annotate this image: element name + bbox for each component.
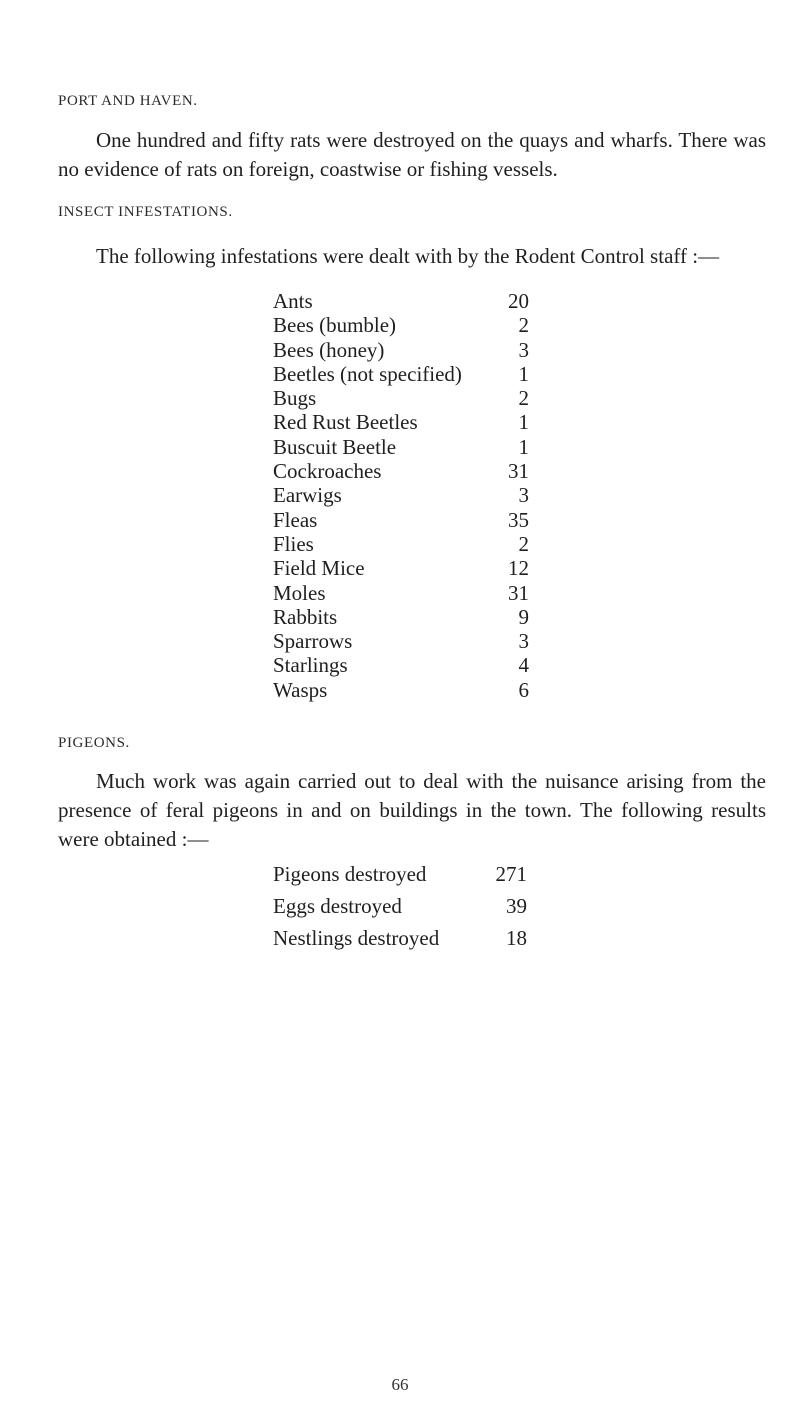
row-label: Beetles (not specified) xyxy=(273,361,462,386)
table-row xyxy=(273,313,529,337)
row-label: Ants xyxy=(273,289,313,313)
row-value: 12 xyxy=(508,556,529,581)
row-value: 4 xyxy=(518,653,529,678)
pigeon-table xyxy=(273,858,527,954)
row-value: 20 xyxy=(508,289,529,313)
row-label: Bees (bumble) xyxy=(273,313,397,338)
page-number: 66 xyxy=(391,1375,409,1394)
row-label: Red Rust Beetles xyxy=(273,410,418,435)
row-value: 271 xyxy=(495,862,527,886)
row-label: Cockroaches xyxy=(273,459,382,484)
row-value: 39 xyxy=(506,894,527,918)
table-row xyxy=(273,653,529,677)
row-label: Pigeons destroyed xyxy=(273,862,427,886)
table-row xyxy=(273,386,529,410)
table-row xyxy=(273,508,529,532)
table-row xyxy=(273,581,529,605)
row-value: 6 xyxy=(518,677,529,702)
row-value: 3 xyxy=(518,483,529,508)
row-label: Flies xyxy=(273,531,314,556)
table-row xyxy=(273,532,529,556)
table-row xyxy=(273,922,527,954)
port-paragraph: One hundred and fifty rats were destroyed on the quays and wharfs. There was no evidence of rats on foreign, coastwise or fishing vessels. xyxy=(58,128,766,181)
port-heading: PORT AND HAVEN. xyxy=(58,93,198,109)
insect-table xyxy=(273,289,529,702)
table-row xyxy=(273,629,529,653)
row-label: Moles xyxy=(273,580,326,605)
table-row xyxy=(273,605,529,629)
row-value: 1 xyxy=(518,410,529,435)
insects-paragraph: The following infestations were dealt with by the Rodent Control staff :— xyxy=(96,244,720,268)
row-label: Wasps xyxy=(273,677,328,702)
row-value: 2 xyxy=(518,386,529,411)
insects-heading: INSECT INFESTATIONS. xyxy=(58,204,233,220)
row-value: 3 xyxy=(518,629,529,654)
row-value: 35 xyxy=(508,507,529,532)
row-value: 18 xyxy=(506,926,527,950)
row-value: 31 xyxy=(508,580,529,605)
row-value: 1 xyxy=(518,361,529,386)
pigeons-paragraph: Much work was again carried out to deal with the nuisance arising from the presence of feral pigeons in and on buildings in the town. The following results were obtained :— xyxy=(58,769,766,851)
table-row xyxy=(273,678,529,702)
table-row xyxy=(273,459,529,483)
row-label: Sparrows xyxy=(273,629,353,654)
row-label: Rabbits xyxy=(273,604,338,629)
row-label: Earwigs xyxy=(273,483,342,508)
row-label: Field Mice xyxy=(273,556,365,581)
row-label: Bees (honey) xyxy=(273,337,385,362)
row-label: Buscuit Beetle xyxy=(273,434,397,459)
row-value: 2 xyxy=(518,313,529,338)
pigeons-heading: PIGEONS. xyxy=(58,735,130,751)
row-value: 9 xyxy=(518,604,529,629)
row-value: 3 xyxy=(518,337,529,362)
table-row xyxy=(273,556,529,580)
table-row xyxy=(273,338,529,362)
row-value: 2 xyxy=(518,531,529,556)
table-row xyxy=(273,858,527,890)
table-row xyxy=(273,435,529,459)
row-label: Nestlings destroyed xyxy=(273,926,440,950)
row-label: Eggs destroyed xyxy=(273,894,402,918)
table-row xyxy=(273,362,529,386)
row-value: 1 xyxy=(518,434,529,459)
row-label: Bugs xyxy=(273,386,317,411)
table-row xyxy=(273,410,529,434)
row-label: Fleas xyxy=(273,507,318,532)
table-row xyxy=(273,483,529,507)
table-row xyxy=(273,890,527,922)
table-row xyxy=(273,289,529,313)
row-value: 31 xyxy=(508,459,529,484)
row-label: Starlings xyxy=(273,653,348,678)
